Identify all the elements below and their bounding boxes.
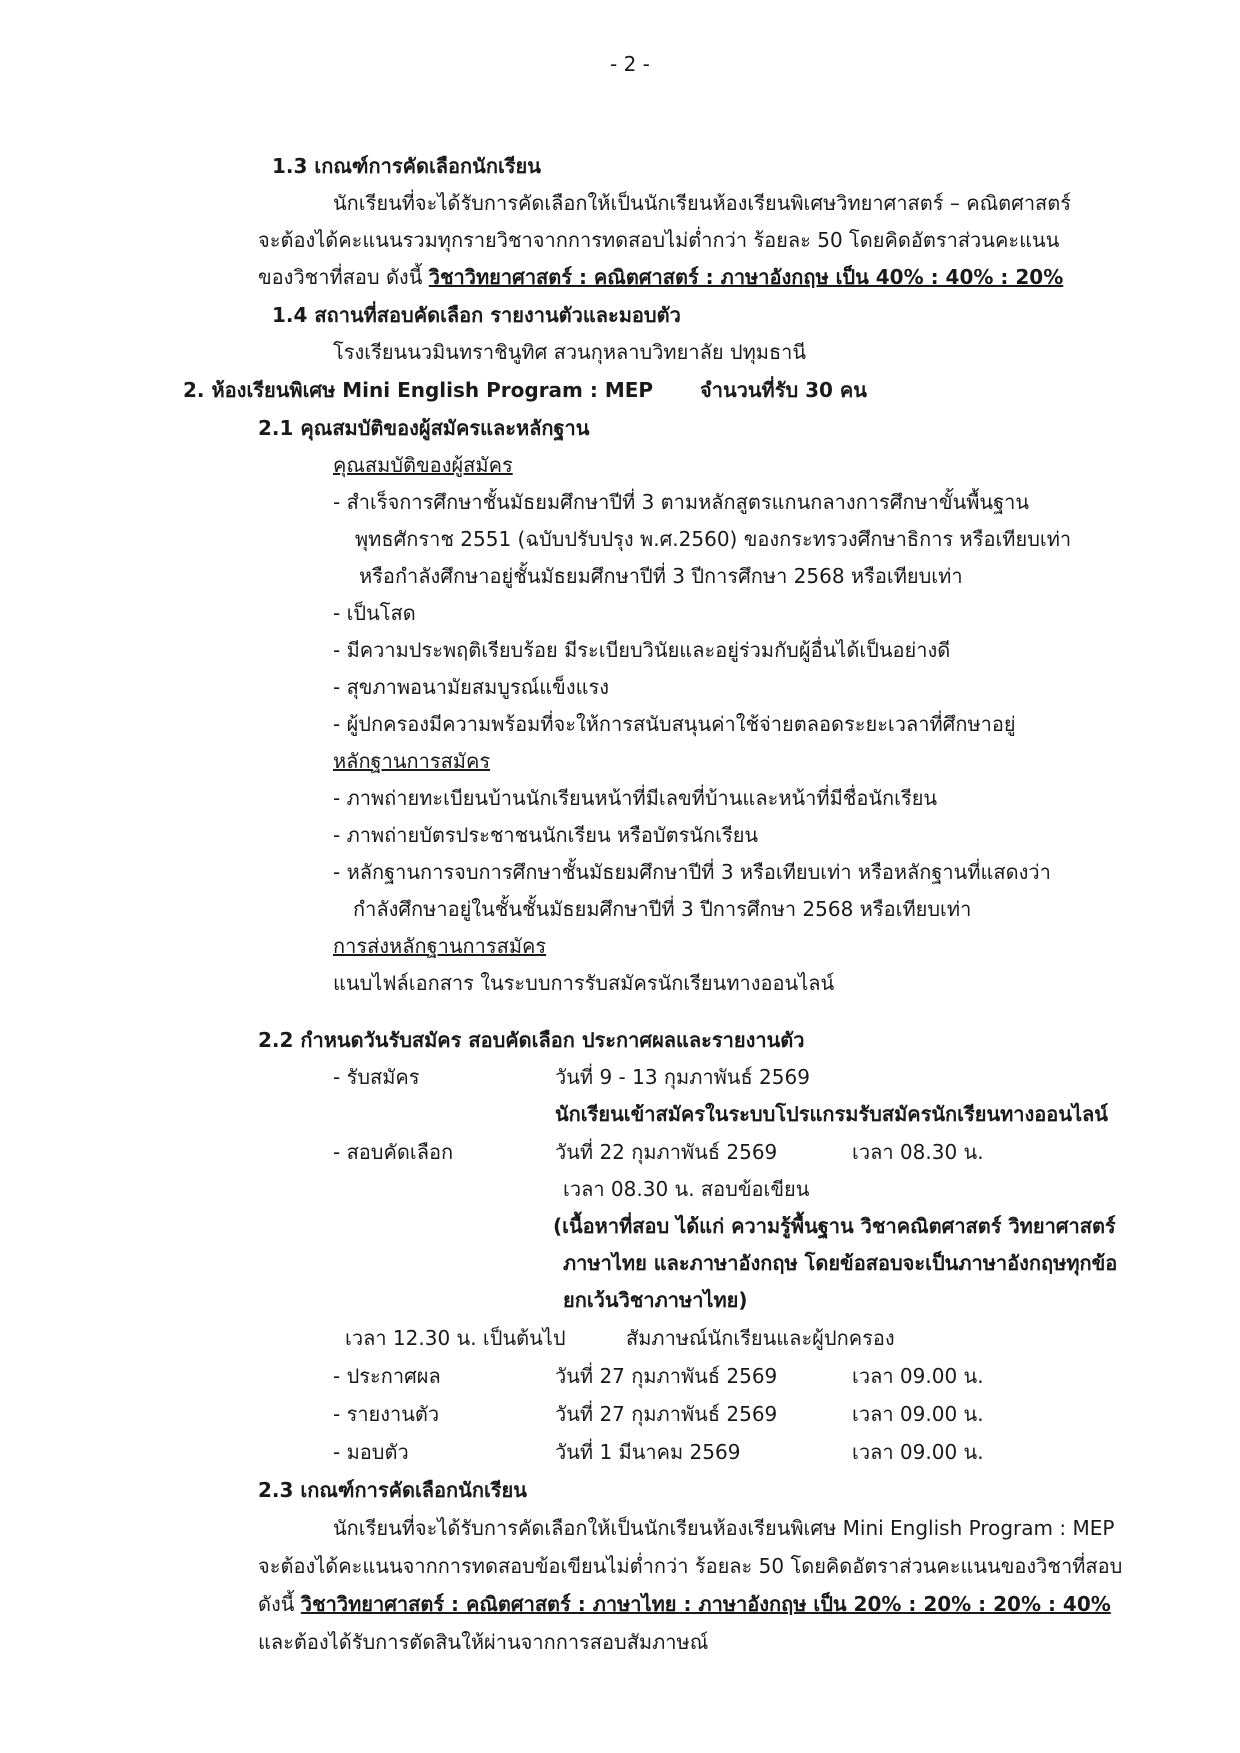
evidence-3-line-2: กำลังศึกษาอยู่ในชั้นชั้นมัธยมศึกษาปีที่ 3 ปีการศึกษา 2568 หรือเทียบเท่า: [353, 897, 972, 921]
written-exam: เวลา 08.30 น. สอบข้อเขียน: [563, 1177, 810, 1201]
interview-text: สัมภาษณ์นักเรียนและผู้ปกครอง: [626, 1326, 895, 1350]
exam-content-line-1: (เนื้อหาที่สอบ ได้แก่ ความรู้พื้นฐาน วิชาคณิตศาสตร์ วิทยาศาสตร์: [553, 1214, 1116, 1238]
apply-label: - รับสมัคร: [333, 1065, 420, 1089]
qualification-3: - มีความประพฤติเรียบร้อย มีระเบียบวินัยและอยู่ร่วมกับผู้อื่นได้เป็นอย่างดี: [333, 638, 951, 662]
evidence-1: - ภาพถ่ายทะเบียนบ้านนักเรียนหน้าที่มีเลขที่บ้านและหน้าที่มีชื่อนักเรียน: [333, 786, 938, 810]
section-2-3-line-2: จะต้องได้คะแนนจากการทดสอบข้อเขียนไม่ต่ำกว่า ร้อยละ 50 โดยคิดอัตราส่วนคะแนนของวิชาที่สอบ: [258, 1554, 1123, 1578]
section-2-3-score-ratio: วิชาวิทยาศาสตร์ : คณิตศาสตร์ : ภาษาไทย : ภาษาอังกฤษ เป็น 20% : 20% : 20% : 40%: [300, 1592, 1111, 1616]
exam-label: - สอบคัดเลือก: [333, 1140, 454, 1164]
report-date: วันที่ 27 กุมภาพันธ์ 2569: [555, 1402, 778, 1426]
qualification-5: - ผู้ปกครองมีความพร้อมที่จะให้การสนับสนุนค่าใช้จ่ายตลอดระยะเวลาที่ศึกษาอยู่: [333, 712, 1016, 736]
submission-text: แนบไฟล์เอกสาร ในระบบการรับสมัครนักเรียนทางออนไลน์: [333, 971, 835, 995]
section-2-quota: จำนวนที่รับ 30 คน: [700, 378, 867, 402]
qualification-title: คุณสมบัติของผู้สมัคร: [333, 453, 513, 477]
exam-content-line-3: ยกเว้นวิชาภาษาไทย): [563, 1288, 748, 1312]
qualification-4: - สุขภาพอนามัยสมบูรณ์แข็งแรง: [333, 675, 609, 699]
section-1-4-venue: โรงเรียนนวมินทราชินูทิศ สวนกุหลาบวิทยาลัย ปทุมธานี: [333, 340, 807, 364]
exam-date: วันที่ 22 กุมภาพันธ์ 2569: [555, 1140, 778, 1164]
section-1-3-heading: 1.3 เกณฑ์การคัดเลือกนักเรียน: [272, 154, 541, 178]
qualification-1-line-1: - สำเร็จการศึกษาชั้นมัธยมศึกษาปีที่ 3 ตามหลักสูตรแกนกลางการศึกษาขั้นพื้นฐาน: [333, 490, 1030, 514]
enroll-label: - มอบตัว: [333, 1440, 409, 1464]
section-1-3-score-ratio: วิชาวิทยาศาสตร์ : คณิตศาสตร์ : ภาษาอังกฤษ เป็น 40% : 40% : 20%: [428, 265, 1064, 289]
section-1-3-line-2: จะต้องได้คะแนนรวมทุกรายวิชาจากการทดสอบไม่ต่ำกว่า ร้อยละ 50 โดยคิดอัตราส่วนคะแนน: [258, 228, 1060, 252]
section-1-4-heading: 1.4 สถานที่สอบคัดเลือก รายงานตัวและมอบตัว: [272, 303, 681, 327]
enroll-date: วันที่ 1 มีนาคม 2569: [555, 1440, 741, 1464]
evidence-title: หลักฐานการสมัคร: [333, 749, 491, 773]
interview-time: เวลา 12.30 น. เป็นต้นไป: [345, 1326, 566, 1350]
enroll-time: เวลา 09.00 น.: [852, 1440, 984, 1464]
section-2-3-heading: 2.3 เกณฑ์การคัดเลือกนักเรียน: [258, 1478, 527, 1502]
evidence-3-line-1: - หลักฐานการจบการศึกษาชั้นมัธยมศึกษาปีที่ 3 หรือเทียบเท่า หรือหลักฐานที่แสดงว่า: [333, 860, 1051, 884]
page-number: - 2 -: [610, 52, 650, 76]
apply-note: นักเรียนเข้าสมัครในระบบโปรแกรมรับสมัครนักเรียนทางออนไลน์: [555, 1102, 1108, 1126]
submission-title: การส่งหลักฐานการสมัคร: [333, 934, 547, 958]
exam-content-line-2: ภาษาไทย และภาษาอังกฤษ โดยข้อสอบจะเป็นภาษาอังกฤษทุกข้อ: [563, 1251, 1118, 1275]
exam-time: เวลา 08.30 น.: [852, 1140, 984, 1164]
qualification-1-line-3: หรือกำลังศึกษาอยู่ชั้นมัธยมศึกษาปีที่ 3 ปีการศึกษา 2568 หรือเทียบเท่า: [359, 564, 963, 588]
section-2-1-heading: 2.1 คุณสมบัติของผู้สมัครและหลักฐาน: [258, 416, 590, 440]
section-1-3-line-1: นักเรียนที่จะได้รับการคัดเลือกให้เป็นนักเรียนห้องเรียนพิเศษวิทยาศาสตร์ – คณิตศาสตร์: [333, 191, 1071, 215]
qualification-2: - เป็นโสด: [333, 601, 416, 625]
announce-label: - ประกาศผล: [333, 1364, 441, 1388]
report-time: เวลา 09.00 น.: [852, 1402, 984, 1426]
evidence-2: - ภาพถ่ายบัตรประชาชนนักเรียน หรือบัตรนักเรียน: [333, 823, 759, 847]
announce-time: เวลา 09.00 น.: [852, 1364, 984, 1388]
apply-date: วันที่ 9 - 13 กุมภาพันธ์ 2569: [555, 1065, 810, 1089]
report-label: - รายงานตัว: [333, 1402, 440, 1426]
section-2-2-heading: 2.2 กำหนดวันรับสมัคร สอบคัดเลือก ประกาศผลและรายงานตัว: [258, 1028, 805, 1052]
announce-date: วันที่ 27 กุมภาพันธ์ 2569: [555, 1364, 778, 1388]
section-2-3-line-4: และต้องได้รับการตัดสินให้ผ่านจากการสอบสัมภาษณ์: [258, 1630, 709, 1654]
section-2-3-line-3-prefix: ดังนี้: [258, 1592, 301, 1616]
section-2-title: 2. ห้องเรียนพิเศษ Mini English Program : MEP: [183, 378, 654, 402]
qualification-1-line-2: พุทธศักราช 2551 (ฉบับปรับปรุง พ.ศ.2560) ของกระทรวงศึกษาธิการ หรือเทียบเท่า: [355, 527, 1072, 551]
section-2-3-line-1: นักเรียนที่จะได้รับการคัดเลือกให้เป็นนักเรียนห้องเรียนพิเศษ Mini English Program : MEP: [333, 1516, 1115, 1540]
section-2-3-line-3: [258, 1586, 1111, 1623]
section-1-3-line-3-prefix: ของวิชาที่สอบ ดังนี้: [258, 265, 429, 289]
section-1-3-line-3: [258, 259, 1063, 296]
